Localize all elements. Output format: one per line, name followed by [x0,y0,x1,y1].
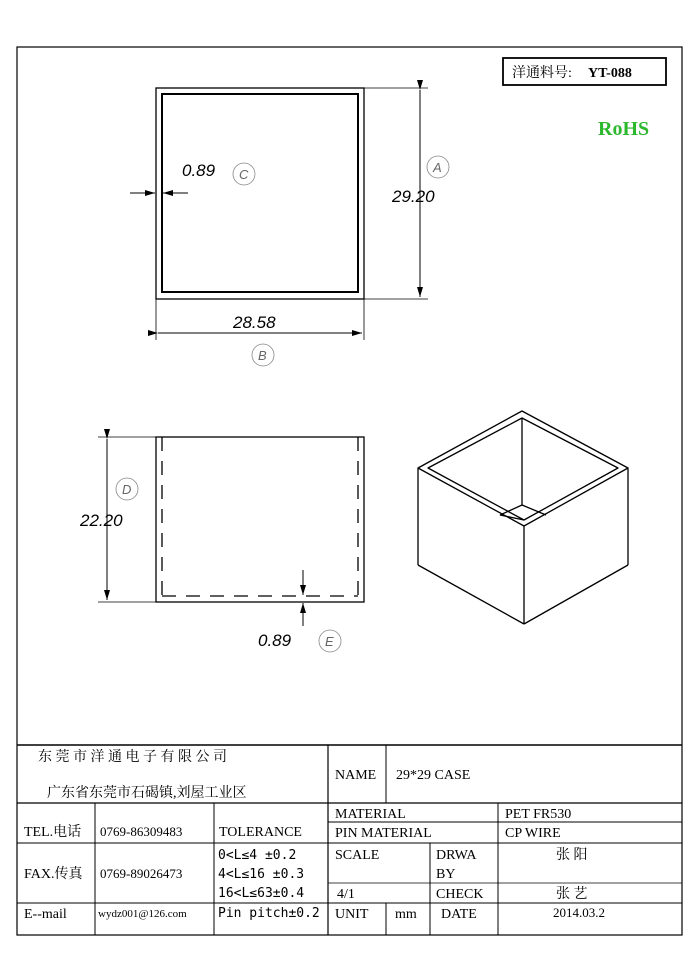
pin-material-label: PIN MATERIAL [335,826,432,841]
top-view [130,88,449,366]
tag-a-text: A [433,160,442,175]
tag-b-text: B [258,348,267,363]
unit-value: mm [395,907,417,922]
name-label: NAME [335,768,377,783]
drawn-by-label-2: BY [436,867,456,882]
tag-e-text: E [325,634,334,649]
front-view-outline [156,437,364,602]
email-value: wydz001@126.com [98,908,187,920]
bottom-wall-dim-text: 0.89 [258,631,292,650]
email-label: E--mail [24,907,67,922]
part-number-label: 洋通料号: [512,66,572,81]
scale-value: 4/1 [337,887,355,902]
fax-label: FAX.传真 [24,867,83,882]
company-name: 东 莞 市 洋 通 电 子 有 限 公 司 [38,750,227,765]
tel-label: TEL.电话 [24,825,82,840]
check-value: 张 艺 [556,887,588,902]
fax-value: 0769-89026473 [100,866,183,881]
check-label: CHECK [436,887,484,902]
side-wall-dim-text: 0.89 [182,161,216,180]
depth-dim-text: 22.20 [80,511,123,530]
sheet-border [17,47,682,935]
height-dim-text: 29.20 [392,187,435,206]
isometric-view [418,411,628,624]
rohs-mark: RoHS [598,118,650,140]
tolerance-label: TOLERANCE [219,825,302,840]
material-value: PET FR530 [505,807,572,822]
tolerance-row-3: 16<L≤63±0.4 [218,886,305,901]
unit-label: UNIT [335,907,369,922]
name-value: 29*29 CASE [396,768,471,783]
company-address: 广东省东莞市石碣镇,刘屋工业区 [47,786,247,801]
drawn-by-label-1: DRWA [436,848,477,863]
material-label: MATERIAL [335,807,406,822]
tag-d-text: D [122,482,132,497]
top-view-inner [162,94,358,292]
tag-c-text: C [239,167,249,182]
date-value: 2014.03.2 [553,905,605,920]
drawn-by-value: 张 阳 [556,848,588,863]
pin-material-value: CP WIRE [505,826,561,841]
width-dim-text: 28.58 [233,313,276,332]
tolerance-row-2: 4<L≤16 ±0.3 [218,867,305,882]
scale-label: SCALE [335,848,380,863]
part-number-value: YT-088 [588,66,632,81]
tolerance-row-4: Pin pitch±0.2 [218,906,320,921]
tolerance-row-1: 0<L≤4 ±0.2 [218,848,297,863]
date-label: DATE [441,907,477,922]
front-view [79,437,364,652]
tel-value: 0769-86309483 [100,824,183,839]
